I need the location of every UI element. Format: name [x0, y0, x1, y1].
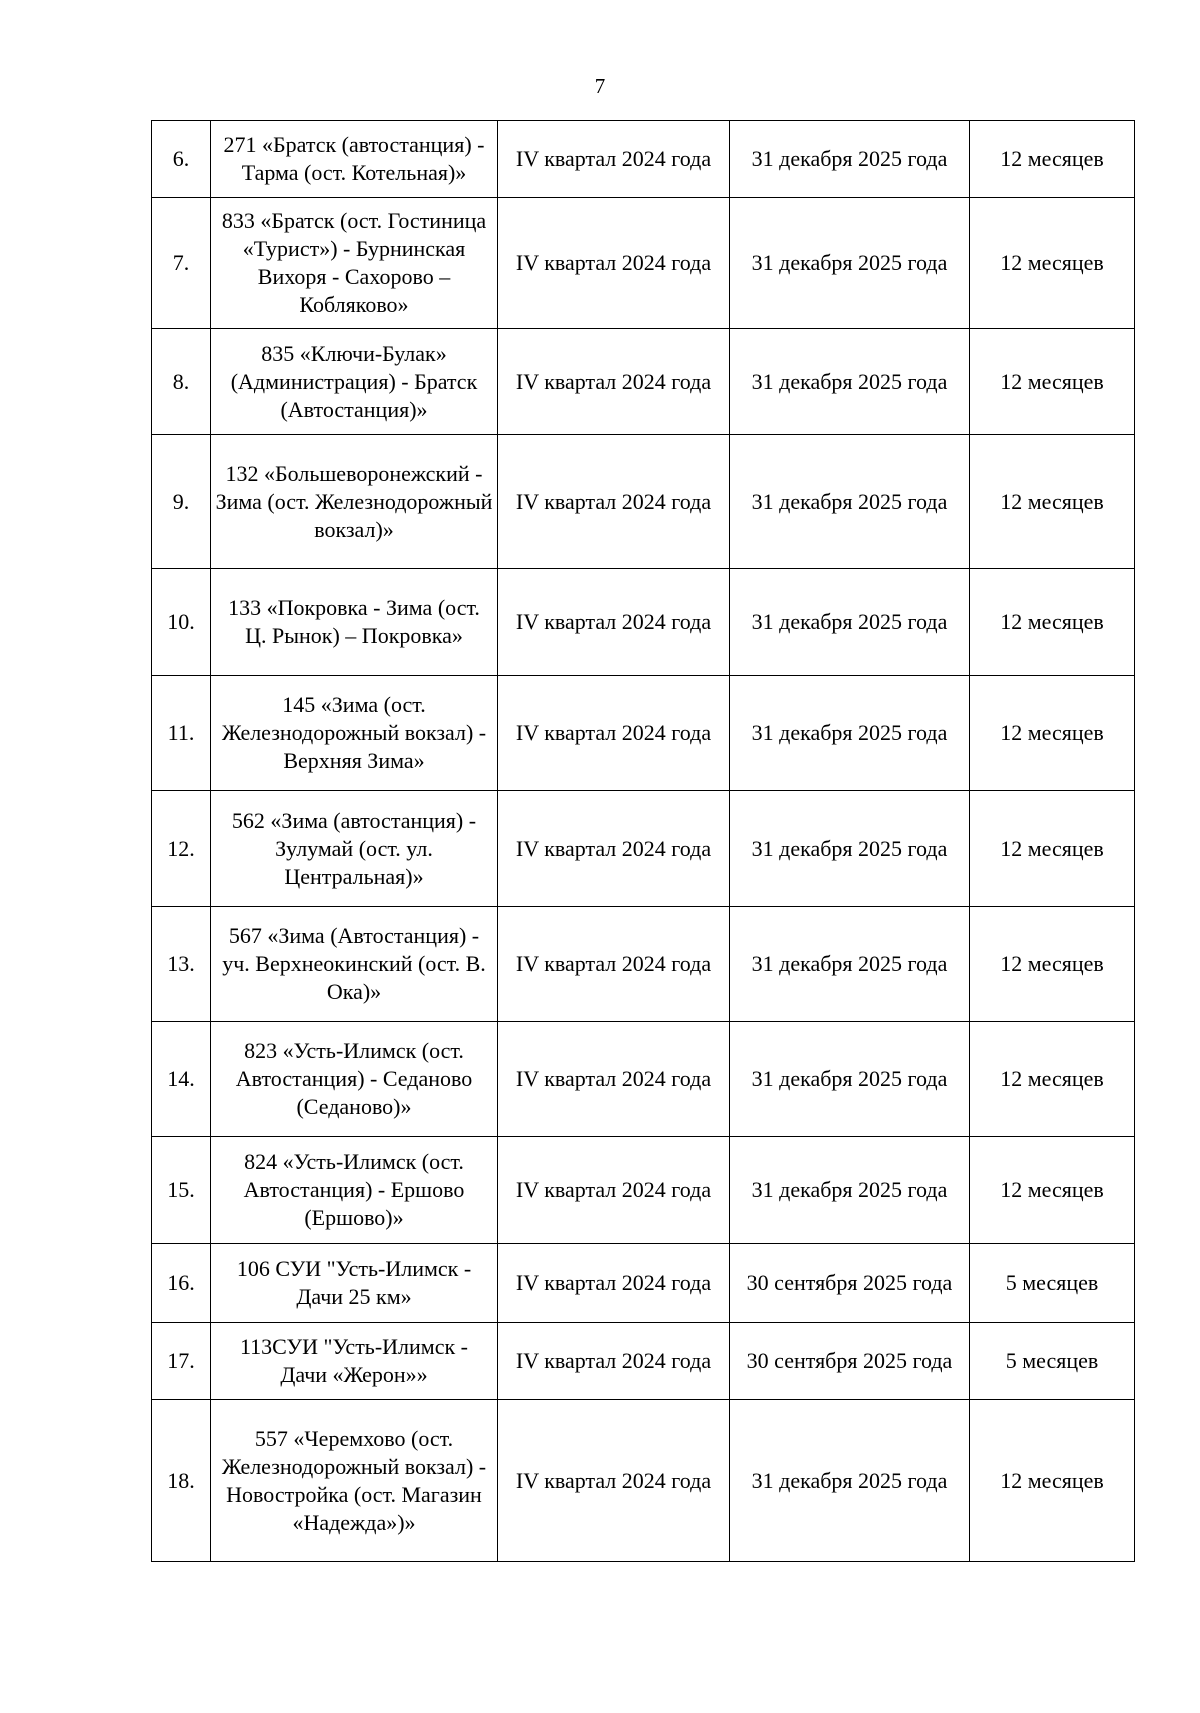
duration: 12 месяцев	[970, 121, 1135, 198]
table-row	[152, 569, 1135, 676]
end-date: 31 декабря 2025 года	[730, 435, 970, 569]
row-number: 7.	[152, 198, 211, 329]
table-row	[152, 198, 1135, 329]
duration: 12 месяцев	[970, 791, 1135, 907]
route-name: 567 «Зима (Автостанция) - уч. Верхнеокинский (ост. В. Ока)»	[211, 907, 498, 1022]
table-row	[152, 1137, 1135, 1244]
row-number: 18.	[152, 1400, 211, 1562]
page-number: 7	[594, 74, 606, 98]
route-name: 562 «Зима (автостанция) - Зулумай (ост. ул. Центральная)»	[211, 791, 498, 907]
duration: 12 месяцев	[970, 907, 1135, 1022]
table-row	[152, 329, 1135, 435]
route-name: 133 «Покровка - Зима (ост. Ц. Рынок) – Покровка»	[211, 569, 498, 676]
duration: 12 месяцев	[970, 676, 1135, 791]
table-row	[152, 435, 1135, 569]
route-name: 113СУИ "Усть-Илимск - Дачи «Жерон»»	[211, 1323, 498, 1400]
row-number: 14.	[152, 1022, 211, 1137]
end-date: 31 декабря 2025 года	[730, 1137, 970, 1244]
row-number: 11.	[152, 676, 211, 791]
table-row	[152, 121, 1135, 198]
start-quarter: IV квартал 2024 года	[498, 1400, 730, 1562]
duration: 12 месяцев	[970, 1400, 1135, 1562]
duration: 12 месяцев	[970, 1022, 1135, 1137]
table-row	[152, 676, 1135, 791]
row-number: 16.	[152, 1244, 211, 1323]
row-number: 17.	[152, 1323, 211, 1400]
routes-table	[151, 120, 1135, 1562]
route-name: 557 «Черемхово (ост. Железнодорожный вокзал) - Новостройка (ост. Магазин «Надежда»)»	[211, 1400, 498, 1562]
duration: 12 месяцев	[970, 329, 1135, 435]
table-row	[152, 1022, 1135, 1137]
end-date: 31 декабря 2025 года	[730, 907, 970, 1022]
start-quarter: IV квартал 2024 года	[498, 329, 730, 435]
end-date: 31 декабря 2025 года	[730, 1400, 970, 1562]
table-row	[152, 1244, 1135, 1323]
end-date: 31 декабря 2025 года	[730, 1022, 970, 1137]
start-quarter: IV квартал 2024 года	[498, 1323, 730, 1400]
end-date: 31 декабря 2025 года	[730, 569, 970, 676]
row-number: 6.	[152, 121, 211, 198]
end-date: 30 сентября 2025 года	[730, 1244, 970, 1323]
route-name: 271 «Братск (автостанция) - Тарма (ост. Котельная)»	[211, 121, 498, 198]
start-quarter: IV квартал 2024 года	[498, 676, 730, 791]
end-date: 31 декабря 2025 года	[730, 198, 970, 329]
row-number: 12.	[152, 791, 211, 907]
start-quarter: IV квартал 2024 года	[498, 1244, 730, 1323]
end-date: 30 сентября 2025 года	[730, 1323, 970, 1400]
end-date: 31 декабря 2025 года	[730, 121, 970, 198]
start-quarter: IV квартал 2024 года	[498, 1137, 730, 1244]
start-quarter: IV квартал 2024 года	[498, 198, 730, 329]
row-number: 9.	[152, 435, 211, 569]
table-row	[152, 907, 1135, 1022]
row-number: 15.	[152, 1137, 211, 1244]
row-number: 13.	[152, 907, 211, 1022]
route-name: 833 «Братск (ост. Гостиница «Турист») - Бурнинская Вихоря - Сахорово – Кобляково»	[211, 198, 498, 329]
end-date: 31 декабря 2025 года	[730, 791, 970, 907]
table-row	[152, 791, 1135, 907]
start-quarter: IV квартал 2024 года	[498, 435, 730, 569]
route-name: 106 СУИ "Усть-Илимск - Дачи 25 км»	[211, 1244, 498, 1323]
start-quarter: IV квартал 2024 года	[498, 1022, 730, 1137]
duration: 5 месяцев	[970, 1244, 1135, 1323]
start-quarter: IV квартал 2024 года	[498, 121, 730, 198]
duration: 12 месяцев	[970, 198, 1135, 329]
table-row	[152, 1400, 1135, 1562]
end-date: 31 декабря 2025 года	[730, 329, 970, 435]
duration: 12 месяцев	[970, 1137, 1135, 1244]
route-name: 132 «Большеворонежский - Зима (ост. Железнодорожный вокзал)»	[211, 435, 498, 569]
duration: 5 месяцев	[970, 1323, 1135, 1400]
duration: 12 месяцев	[970, 569, 1135, 676]
route-name: 824 «Усть-Илимск (ост. Автостанция) - Ершово (Ершово)»	[211, 1137, 498, 1244]
start-quarter: IV квартал 2024 года	[498, 569, 730, 676]
start-quarter: IV квартал 2024 года	[498, 791, 730, 907]
row-number: 8.	[152, 329, 211, 435]
route-name: 145 «Зима (ост. Железнодорожный вокзал) - Верхняя Зима»	[211, 676, 498, 791]
row-number: 10.	[152, 569, 211, 676]
route-name: 823 «Усть-Илимск (ост. Автостанция) - Седаново (Седаново)»	[211, 1022, 498, 1137]
route-name: 835 «Ключи-Булак» (Администрация) - Братск (Автостанция)»	[211, 329, 498, 435]
start-quarter: IV квартал 2024 года	[498, 907, 730, 1022]
duration: 12 месяцев	[970, 435, 1135, 569]
table-row	[152, 1323, 1135, 1400]
end-date: 31 декабря 2025 года	[730, 676, 970, 791]
